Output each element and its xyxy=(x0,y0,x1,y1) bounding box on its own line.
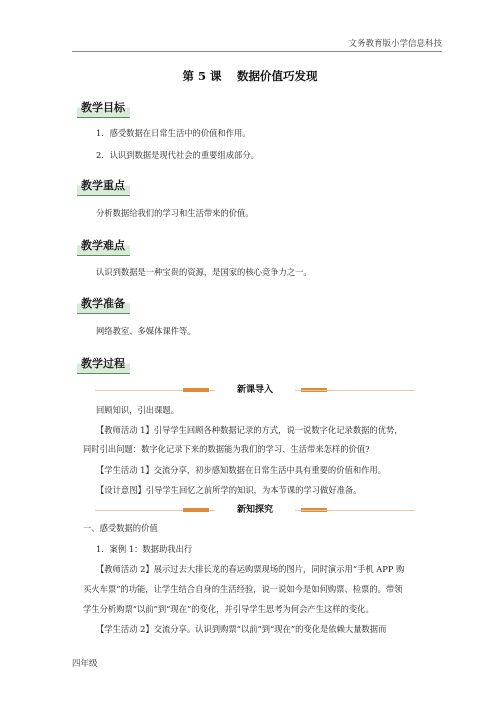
difficult-point-text: 认识到数据是一种宝贵的资源，是国家的核心竞争力之一。 xyxy=(96,267,312,277)
goal-item-1: 1．感受数据在日常生活中的价值和作用。 xyxy=(96,128,251,138)
section-heading-prep: 教学准备 xyxy=(77,296,130,314)
key-point-text: 分析数据给我们的学习和生活带来的价值。 xyxy=(96,208,254,218)
knowledge-line-3: 【教师活动 2】展示过去大排长龙的春运购票现场的图片，同时演示用“手机 APP 购 xyxy=(96,564,405,574)
section-heading-difficult: 教学难点 xyxy=(77,238,130,256)
intro-line-3: 同时引出问题：数字化记录下来的数据能为我们的学习、生活带来怎样的价值? xyxy=(83,444,370,454)
page-footer: 四年级 xyxy=(72,659,98,669)
section-heading-goals: 教学目标 xyxy=(77,100,130,118)
goal-item-2: 2．认识到数据是现代社会的重要组成部分。 xyxy=(96,150,259,160)
intro-line-1: 回顾知识，引出课题。 xyxy=(96,405,179,415)
page-header: 文务教育版小学信息科技 xyxy=(348,39,442,49)
divider-new-knowledge xyxy=(95,503,415,517)
knowledge-line-6: 【学生活动 2】交流分享。认识到购票“以前”到“现在”的变化是依赖大量数据而 xyxy=(96,624,387,634)
divider-rule-right xyxy=(295,510,415,511)
intro-line-5: 【设计意图】引导学生回忆之前所学的知识，为本节课的学习做好准备。 xyxy=(96,485,362,495)
divider-intro xyxy=(95,383,415,397)
lesson-title: 第 5 课 数据价值巧发现 xyxy=(182,69,318,83)
divider-label-new-knowledge: 新知探究 xyxy=(236,505,273,515)
prep-text: 网络教室、多媒体课件等。 xyxy=(96,326,196,336)
knowledge-line-4: 买火车票”的功能，让学生结合自身的生活经验，说一说如今是如何购票、检票的。带领 xyxy=(83,584,403,594)
header-rule xyxy=(72,51,442,52)
divider-label-intro: 新课导入 xyxy=(236,385,273,395)
intro-line-4: 【学生活动 1】交流分享，初步感知数据在日常生活中具有重要的价值和作用。 xyxy=(96,465,387,475)
divider-mark-left xyxy=(183,388,209,392)
knowledge-line-2: 1．案例 1：数据助我出行 xyxy=(96,544,193,554)
knowledge-line-5: 学生分析购票“以前”到“现在”的变化，并引导学生思考为何会产生这样的变化。 xyxy=(83,604,374,614)
knowledge-line-1: 一、感受数据的价值 xyxy=(83,523,158,533)
divider-mark-left xyxy=(183,508,209,512)
intro-line-2: 【教师活动 1】引导学生回顾各种数据记录的方式，说一说数字化记录数据的优势， xyxy=(96,425,403,435)
section-heading-key: 教学重点 xyxy=(77,178,130,196)
section-heading-process: 教学过程 xyxy=(77,356,130,374)
divider-rule-right xyxy=(295,390,415,391)
